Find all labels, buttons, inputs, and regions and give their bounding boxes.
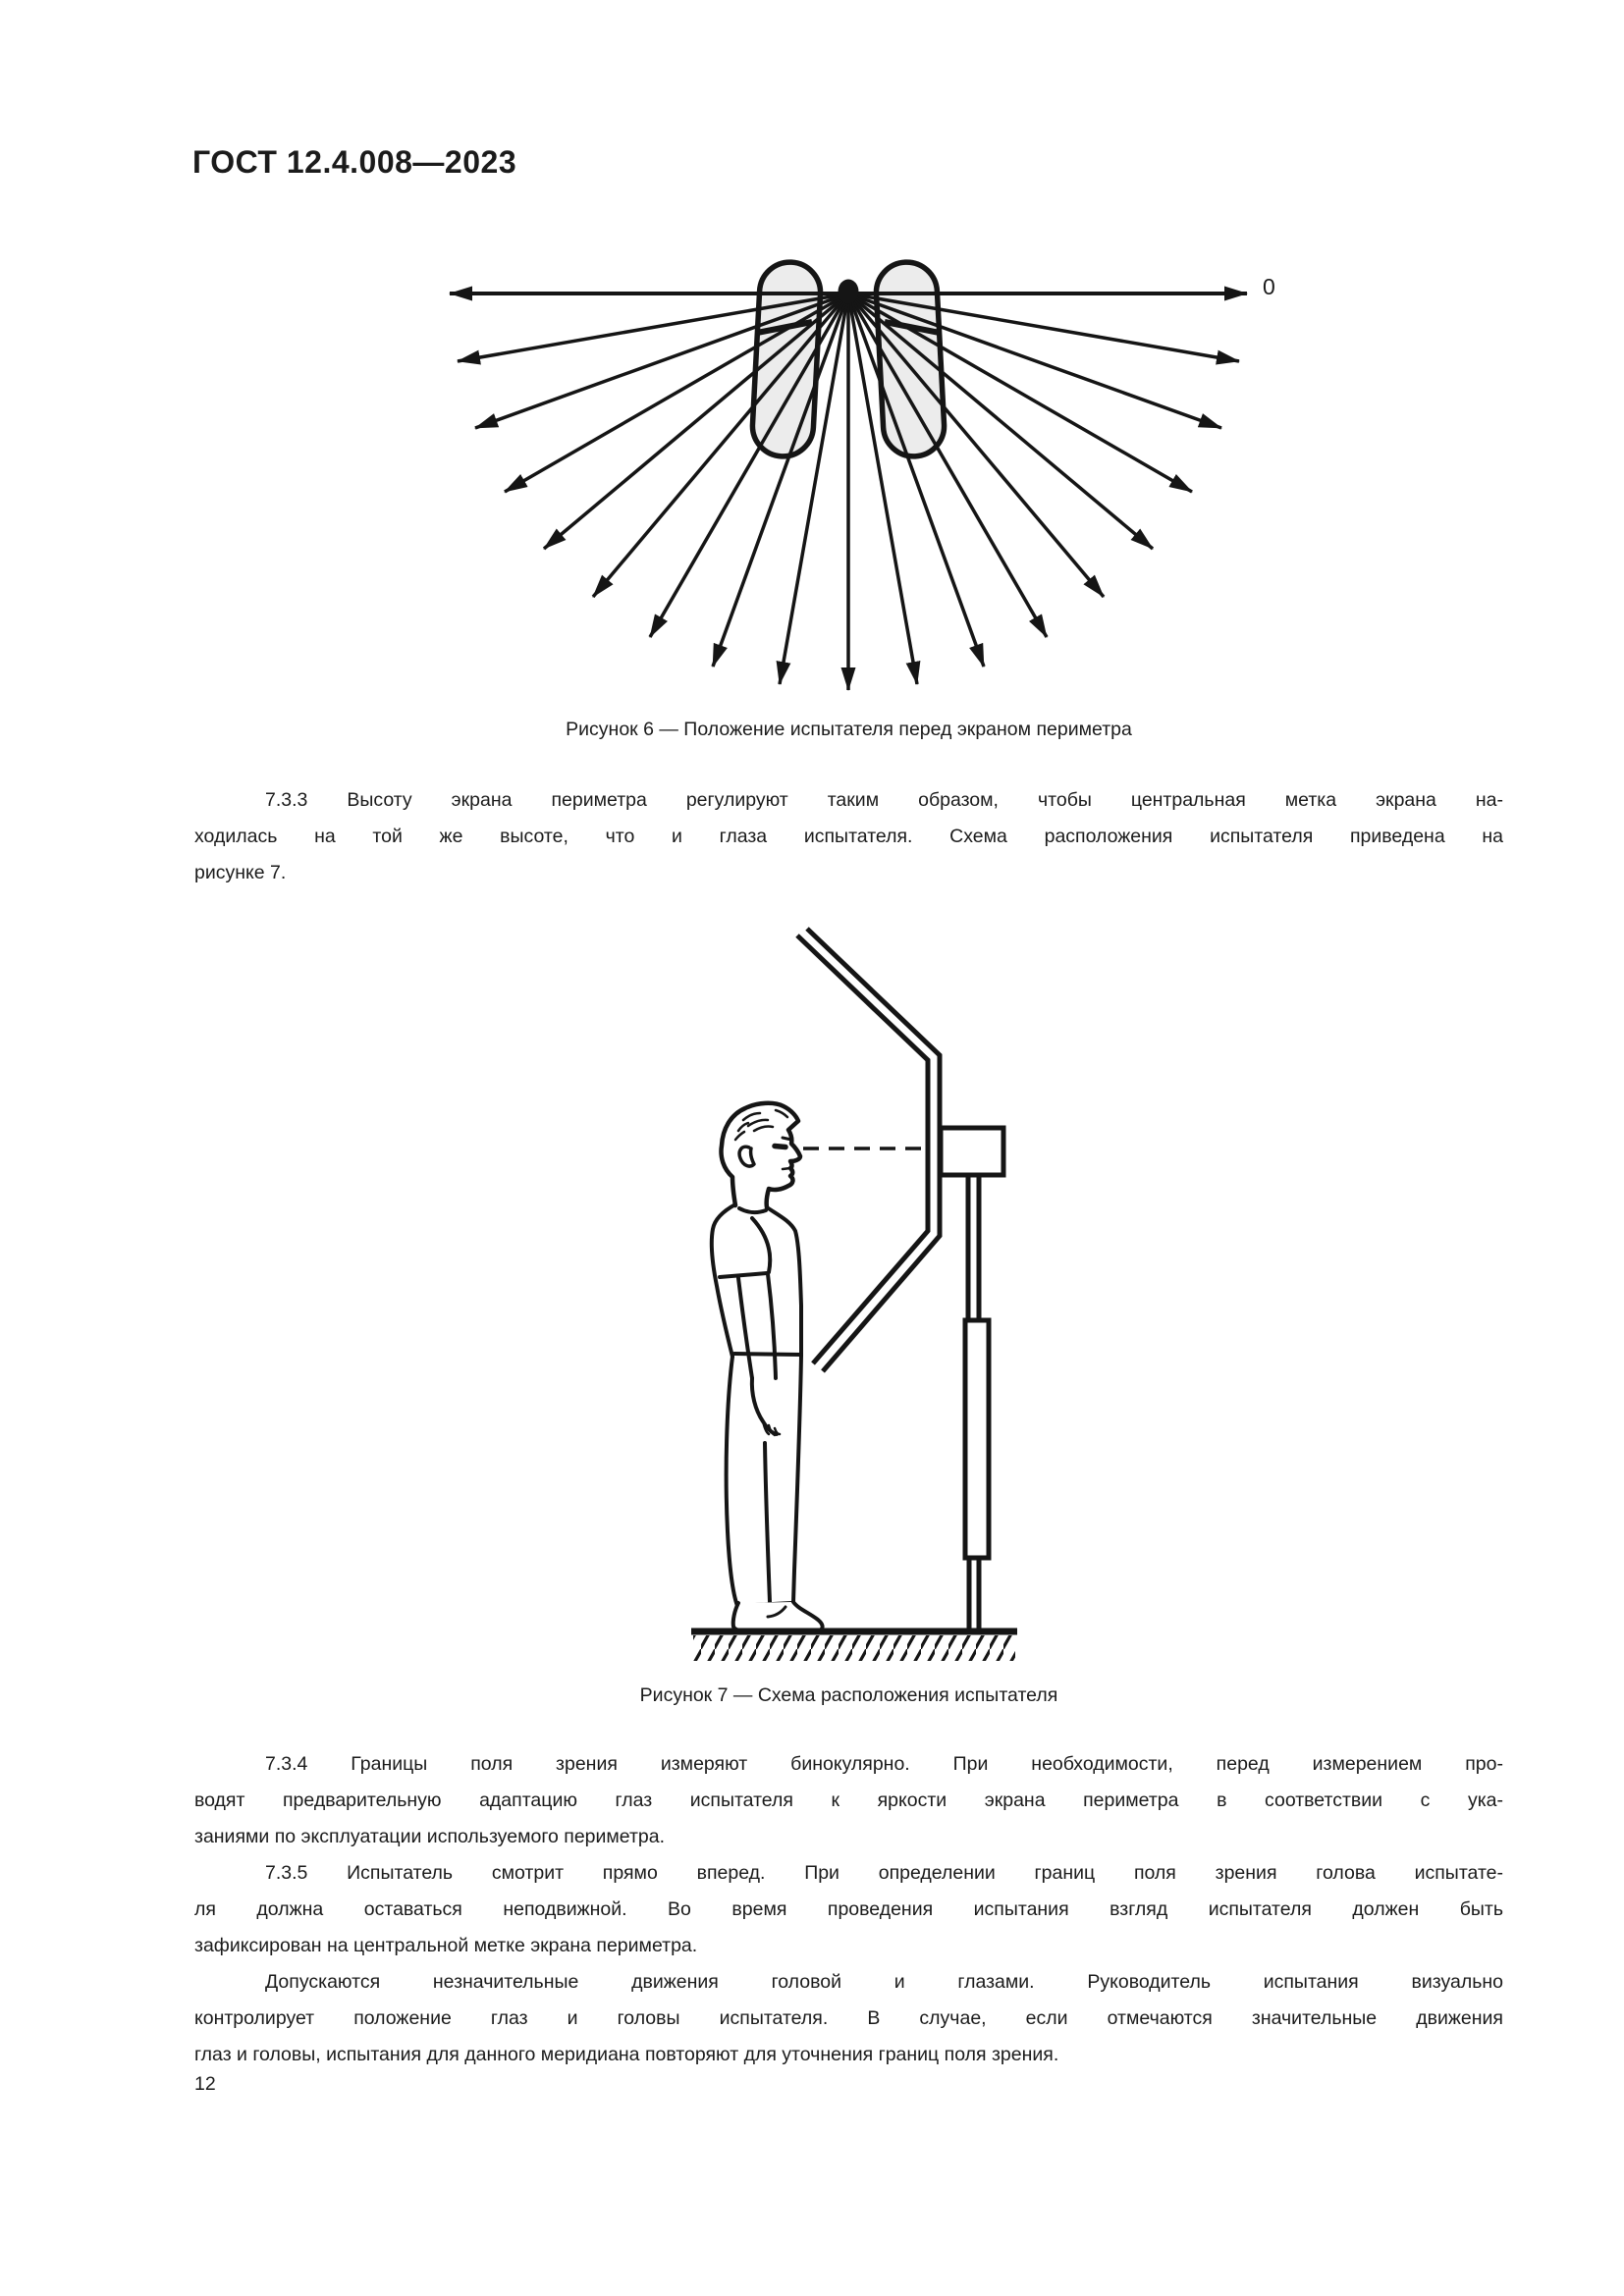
zero-degree-label: 0 bbox=[1263, 274, 1275, 299]
text-line: Допускаются незначительные движения головой и глазами. Руководитель испытания визуально bbox=[265, 1971, 1503, 1993]
fixation-box bbox=[941, 1128, 1003, 1175]
body-paragraphs bbox=[194, 1746, 1503, 2073]
sleeve-hem bbox=[720, 1273, 767, 1277]
text-line: ля должна оставаться неподвижной. Во время проведения испытания взгляд испытателя должен быть bbox=[194, 1898, 1503, 1920]
perimeter-stand bbox=[941, 1128, 1003, 1631]
text-line: рисунке 7. bbox=[194, 862, 287, 883]
leg-crease bbox=[765, 1443, 770, 1602]
leg-front bbox=[793, 1356, 801, 1602]
figure6-caption: Рисунок 6 — Положение испытателя перед экраном периметра bbox=[566, 719, 1132, 740]
page-number: 12 bbox=[194, 2073, 216, 2095]
torso-back bbox=[712, 1204, 735, 1357]
belt-line bbox=[734, 1354, 801, 1355]
text-line: зафиксирован на центральной метке экрана периметра. bbox=[194, 1935, 698, 1956]
mouth bbox=[783, 1168, 790, 1169]
text-line: 7.3.4 Границы поля зрения измеряют бинокулярно. При необходимости, перед измерением про- bbox=[265, 1753, 1503, 1775]
subject-head-dot-icon bbox=[839, 280, 859, 304]
collar bbox=[739, 1208, 766, 1212]
figure7-diagram bbox=[628, 913, 1129, 1688]
text-line: контролирует положение глаз и головы испытателя. В случае, если отмечаются значительные движения bbox=[194, 2007, 1503, 2029]
eye bbox=[775, 1147, 785, 1148]
ground bbox=[691, 1631, 1017, 1661]
armhole-seam bbox=[752, 1218, 770, 1272]
eyebrow bbox=[783, 1138, 791, 1140]
page-header: ГОСТ 12.4.008—2023 bbox=[192, 144, 517, 180]
text-line: заниями по эксплуатации используемого периметра. bbox=[194, 1826, 666, 1847]
shoe bbox=[733, 1602, 823, 1630]
figure6-diagram bbox=[422, 236, 1306, 726]
paragraph-7-3-3 bbox=[194, 782, 1503, 891]
ground-hatching bbox=[693, 1635, 1015, 1661]
text-line: 7.3.5 Испытатель смотрит прямо вперед. При определении границ поля зрения голова испытате- bbox=[265, 1862, 1503, 1884]
text-line: глаз и головы, испытания для данного меридиана повторяют для уточнения границ поля зрения. bbox=[194, 2044, 1059, 2065]
figure7-caption: Рисунок 7 — Схема расположения испытателя bbox=[639, 1684, 1058, 1706]
hair-strokes bbox=[735, 1110, 787, 1140]
text-line: ходилась на той же высоте, что и глаза испытателя. Схема расположения испытателя приведена на bbox=[194, 826, 1503, 847]
text-line: водят предварительную адаптацию глаз испытателя к яркости экрана периметра в соответствии с ука- bbox=[194, 1789, 1503, 1811]
meridian-arrows bbox=[458, 294, 1239, 690]
test-subject bbox=[712, 1103, 823, 1630]
arm-front bbox=[768, 1274, 776, 1378]
head-outline bbox=[721, 1103, 800, 1207]
arm-back bbox=[738, 1278, 752, 1378]
stand-column bbox=[965, 1320, 989, 1558]
ear bbox=[739, 1147, 754, 1166]
leg-back bbox=[727, 1357, 737, 1606]
text-line: 7.3.3 Высоту экрана периметра регулируют таким образом, чтобы центральная метка экрана на- bbox=[265, 789, 1503, 811]
